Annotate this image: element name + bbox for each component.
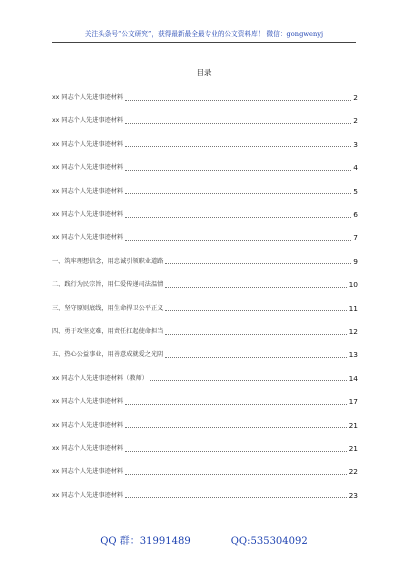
toc-entry-label: 三、坚守原则底线，用生命捍卫公平正义 xyxy=(52,304,164,312)
toc-entry-label: xx 同志个人先进事迹材料 xyxy=(52,117,124,125)
toc-entry-page-number: 6 xyxy=(353,210,358,219)
toc-entry[interactable] xyxy=(52,418,358,430)
toc-entry[interactable] xyxy=(52,277,358,289)
toc-entry[interactable] xyxy=(52,254,358,266)
toc-dot-leader xyxy=(125,193,351,194)
toc-entry-page-number: 22 xyxy=(348,467,358,477)
toc-entry-page-number: 11 xyxy=(348,303,358,313)
toc-dot-leader xyxy=(165,263,351,264)
toc-dot-leader xyxy=(150,380,347,381)
toc-entry-page-number: 23 xyxy=(348,490,358,500)
toc-entry-page-number: 13 xyxy=(348,350,358,360)
header-promo-text: 关注头条号“公文研究”，获得最新最全最专业的公文资料库！ 微信：gongwenyj xyxy=(84,30,324,38)
toc-entry-page-number: 21 xyxy=(348,420,358,430)
toc-dot-leader xyxy=(165,310,346,311)
footer-qq: QQ:535304092 xyxy=(230,536,308,547)
toc-entry-label: 四、勇于攻坚克难，用责任扛起使命担当 xyxy=(52,328,164,335)
toc-dot-leader xyxy=(165,357,346,358)
toc-entry-label: 一、筑牢理想信念，用忠诚引领职业道路 xyxy=(52,257,164,265)
toc-dot-leader xyxy=(165,287,346,288)
toc-entry-label: xx 同志个人先进事迹材料 xyxy=(52,468,124,476)
toc-dot-leader xyxy=(165,334,346,335)
toc-entry[interactable] xyxy=(52,371,358,383)
toc-dot-leader xyxy=(125,146,351,147)
toc-entry[interactable] xyxy=(52,324,358,336)
toc-title: 目录 xyxy=(196,68,212,77)
toc-dot-leader xyxy=(125,240,351,241)
toc-entry-label: xx 同志个人先进事迹材料 xyxy=(52,234,124,242)
toc-entry[interactable] xyxy=(52,347,358,359)
toc-entry-label: xx 同志个人先进事迹材料 xyxy=(52,187,124,195)
toc-dot-leader xyxy=(125,497,346,498)
toc-entry-label: xx 同志个人先进事迹材料 xyxy=(52,140,124,148)
toc-entry-label: xx 同志个人先进事迹材料 xyxy=(52,164,124,172)
toc-entry[interactable] xyxy=(52,488,358,500)
toc-entry-page-number: 12 xyxy=(348,327,358,336)
toc-entry-page-number: 17 xyxy=(348,397,358,407)
toc-entry-label: xx 同志个人先进事迹材料 xyxy=(52,445,124,452)
toc-entry-page-number: 3 xyxy=(353,139,358,149)
toc-dot-leader xyxy=(125,217,351,218)
toc-entry-label: xx 同志个人先进事迹材料（教师） xyxy=(52,374,148,382)
toc-entry-label: 五、热心公益事业，用善意成就爱之光阴 xyxy=(52,351,164,359)
toc-entry-label: xx 同志个人先进事迹材料 xyxy=(52,94,124,101)
toc-entry[interactable] xyxy=(52,441,358,453)
toc-entry-page-number: 4 xyxy=(353,163,358,173)
toc-entry-label: xx 同志个人先进事迹材料 xyxy=(52,421,124,429)
toc-entry-label: 二、践行为民宗旨，用仁爱传递司法温情 xyxy=(52,281,164,289)
footer-qq-group: QQ 群：31991489 xyxy=(100,536,191,547)
toc-entry-page-number: 21 xyxy=(348,444,358,453)
toc-entry[interactable] xyxy=(52,160,358,172)
toc-entry[interactable] xyxy=(52,301,358,313)
toc-entry[interactable] xyxy=(52,207,358,219)
toc-entry[interactable] xyxy=(52,230,358,242)
toc-entry[interactable] xyxy=(52,137,358,149)
toc-entry-page-number: 2 xyxy=(353,93,358,102)
toc-dot-leader xyxy=(125,451,346,452)
toc-entry-page-number: 7 xyxy=(353,233,358,243)
toc-entry-label: xx 同志个人先进事迹材料 xyxy=(52,491,124,499)
toc-entry[interactable] xyxy=(52,184,358,196)
toc-entry[interactable] xyxy=(52,90,358,102)
header-divider xyxy=(52,42,356,43)
toc-entry-page-number: 10 xyxy=(348,280,358,290)
toc-dot-leader xyxy=(125,427,346,428)
toc-entry-page-number: 2 xyxy=(353,116,358,126)
toc-entry-label: xx 同志个人先进事迹材料 xyxy=(52,398,124,406)
toc-dot-leader xyxy=(125,170,351,171)
toc-entry[interactable] xyxy=(52,464,358,476)
toc-dot-leader xyxy=(125,474,346,475)
toc-entry-page-number: 14 xyxy=(348,373,358,383)
footer-contact xyxy=(0,532,408,547)
toc-entry-label: xx 同志个人先进事迹材料 xyxy=(52,211,124,218)
toc-entry-page-number: 5 xyxy=(353,186,358,196)
toc-entry-page-number: 9 xyxy=(353,256,358,266)
toc-dot-leader xyxy=(125,123,351,124)
toc-entry[interactable] xyxy=(52,394,358,406)
toc-entry[interactable] xyxy=(52,113,358,125)
toc-dot-leader xyxy=(125,100,351,101)
toc-dot-leader xyxy=(125,404,346,405)
